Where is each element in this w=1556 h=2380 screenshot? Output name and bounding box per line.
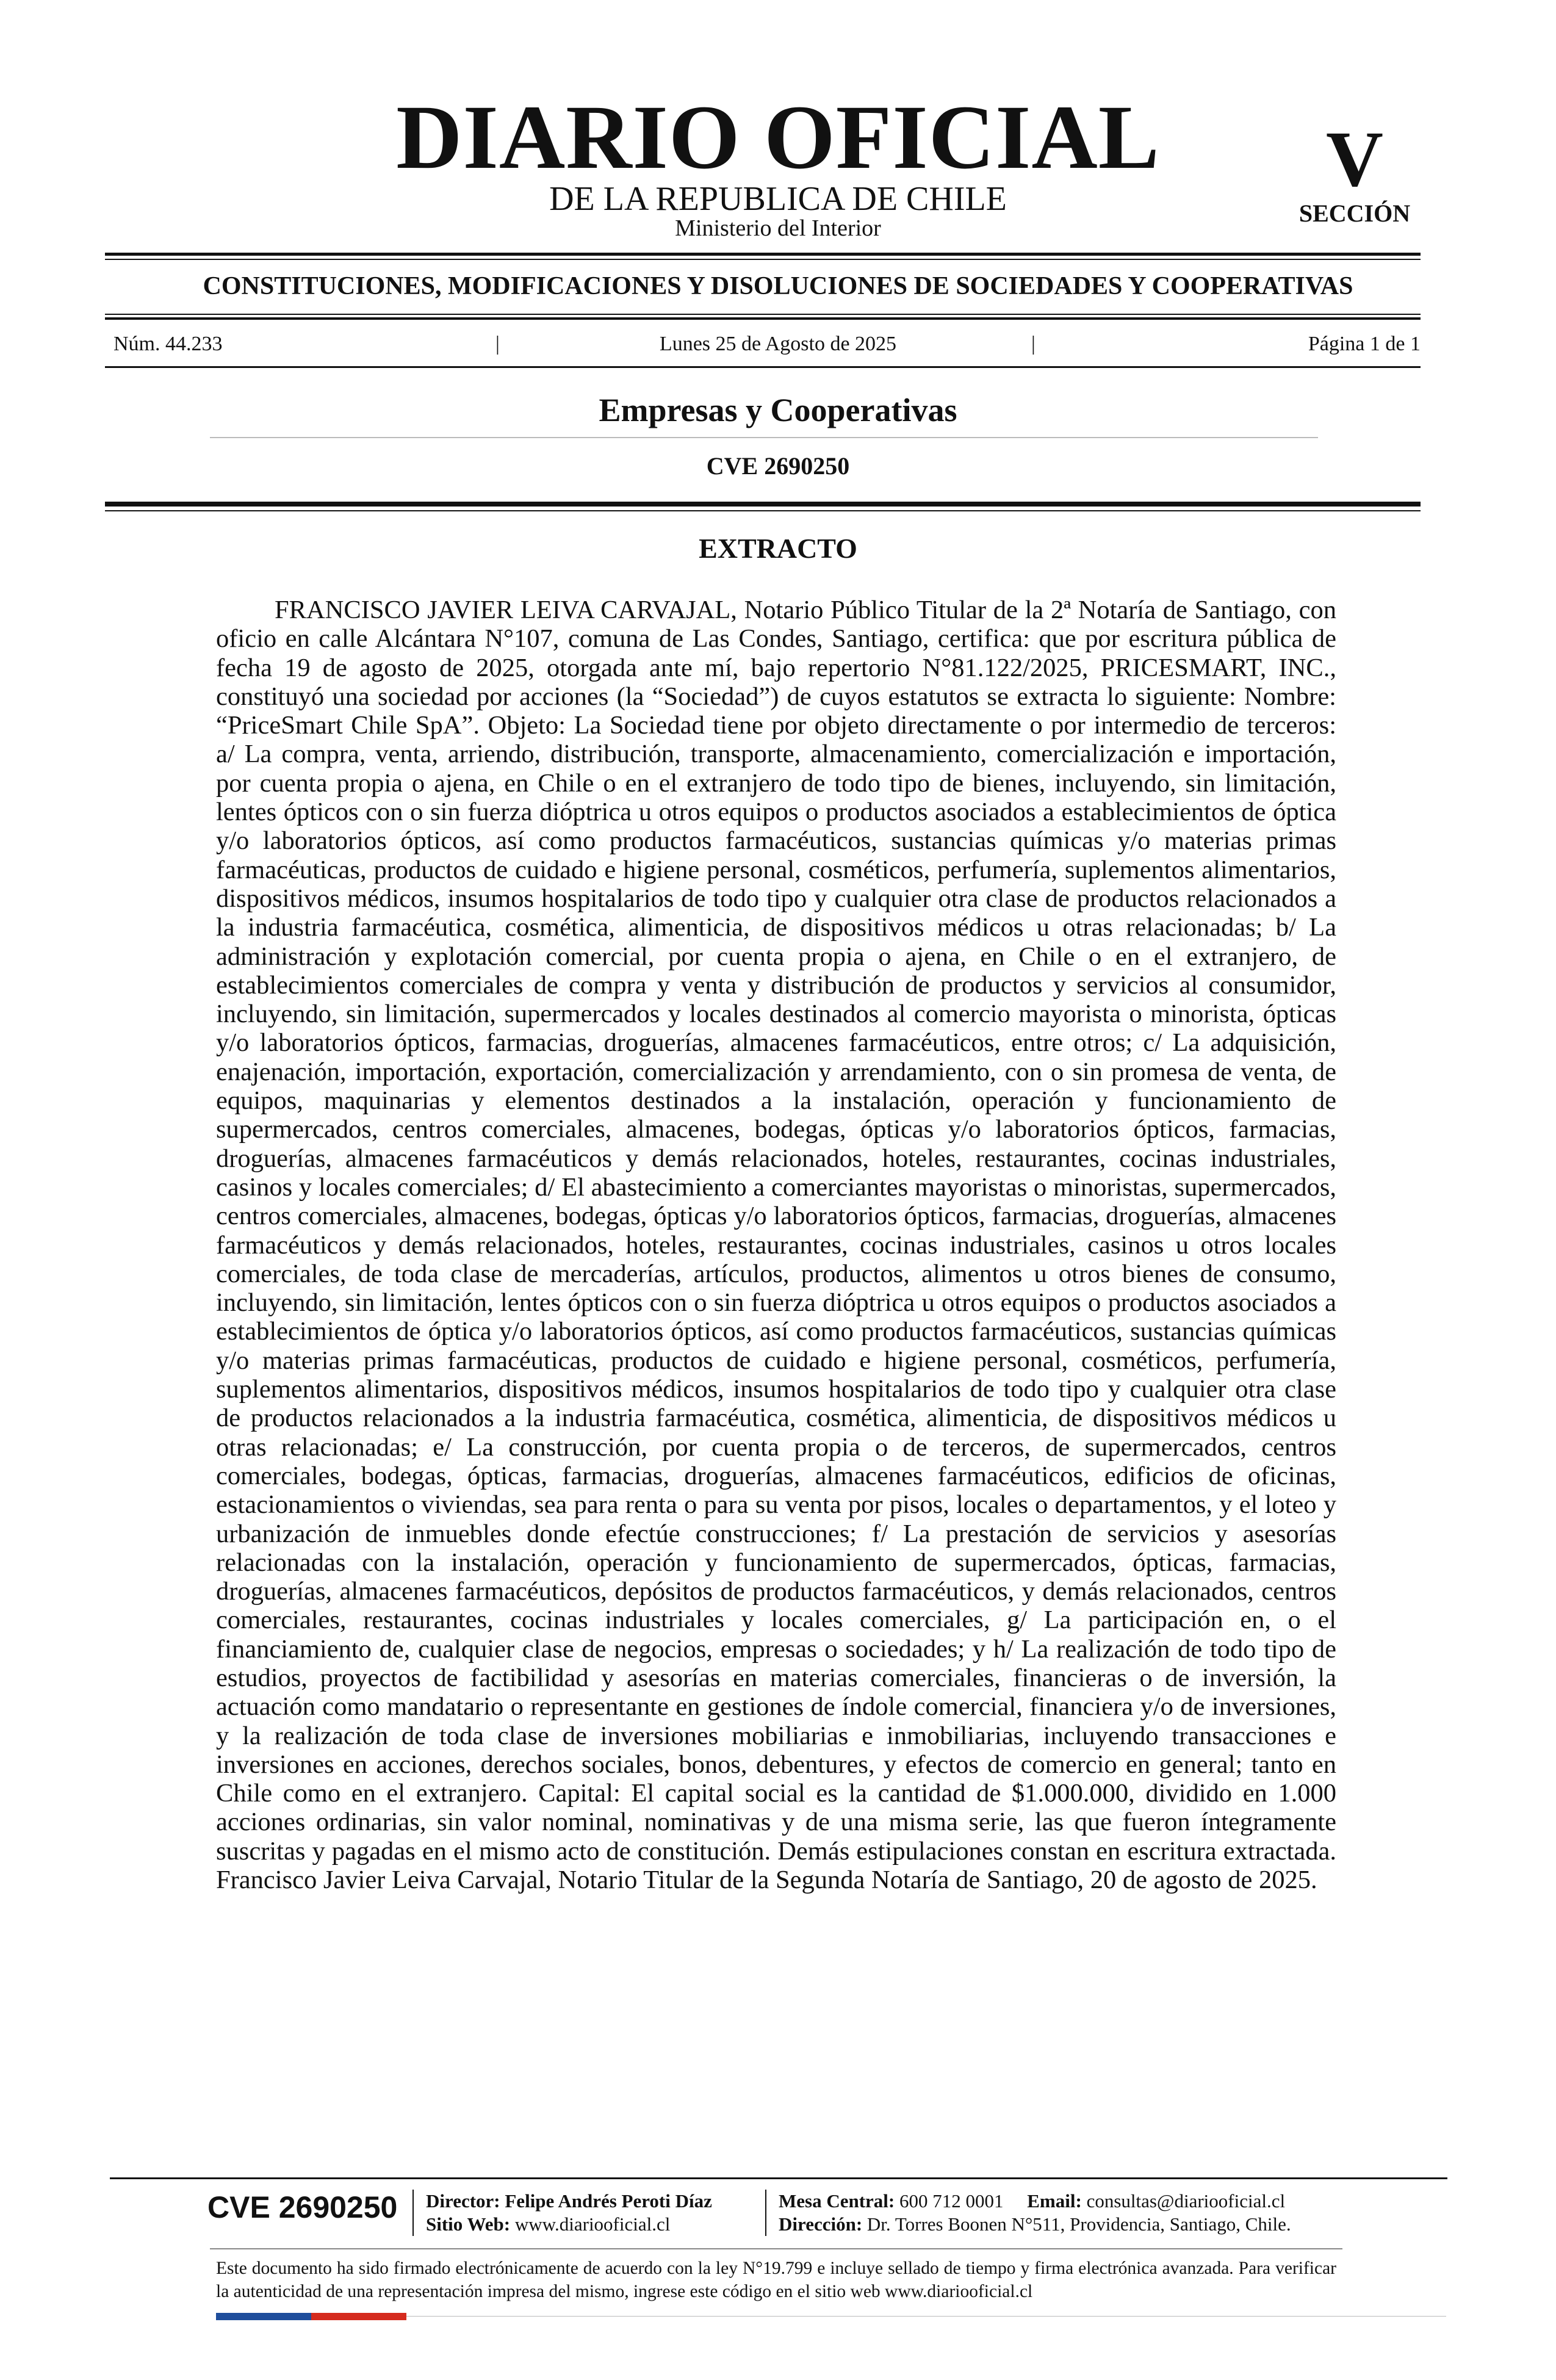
section-word: SECCIÓN — [1298, 200, 1411, 227]
page-indicator: Página 1 de 1 — [1308, 333, 1421, 355]
email-label: Email: — [1027, 2190, 1082, 2212]
header-rule-mid-thick — [105, 317, 1421, 320]
mesa-label: Mesa Central: — [779, 2190, 895, 2212]
notice-rule — [210, 2248, 1342, 2249]
flag-stripe-red — [311, 2313, 406, 2320]
footer-address — [779, 2213, 1291, 2236]
flag-stripe-blue — [216, 2313, 311, 2320]
flag-baseline — [406, 2316, 1446, 2317]
section-heading: CONSTITUCIONES, MODIFICACIONES Y DISOLUCIONES DE SOCIEDADES Y COOPERATIVAS — [203, 272, 1353, 300]
footer-director — [426, 2190, 712, 2213]
director-name: Felipe Andrés Peroti Díaz — [505, 2190, 712, 2212]
category-divider — [210, 437, 1318, 438]
header-rule-top-thin — [105, 259, 1421, 260]
website-label: Sitio Web: — [426, 2213, 511, 2235]
info-rule — [105, 366, 1421, 368]
document-body: FRANCISCO JAVIER LEIVA CARVAJAL, Notario Público Titular de la 2ª Notaría de Santiago, con oficio en calle Alcántara N°107, comuna de Las Condes, Santiago, certifica: que por escritura pública de fecha 19 de agosto de 2025, otorgada ante mí, bajo repertorio N°81.122/2025, PRICESMART, INC., constituyó una sociedad por acciones (la “Sociedad”) de cuyos estatutos se extracta lo siguiente: Nombre: “PriceSmart Chile SpA”. Objeto: La Sociedad tiene por objeto directamente o por intermedio de terceros: a/ La compra, venta, arriendo, distribución, transporte, almacenamiento, comercialización e importación, por cuenta propia o ajena, en Chile o en el extranjero de todo tipo de bienes, incluyendo, sin limitación, lentes ópticos con o sin fuerza dióptrica u otros equipos o productos asociados a establecimientos de óptica y/o laboratorios ópticos, así como productos farmacéuticos, sustancias químicas y/o materias primas farmacéuticas, productos de cuidado e higiene personal, cosméticos, perfumería, suplementos alimentarios, dispositivos médicos, insumos hospitalarios de todo tipo y cualquier otra clase de productos relacionados a la industria farmacéutica, cosmética, alimenticia, de dispositivos médicos u otras relacionadas; b/ La administración y explotación comercial, por cuenta propia o ajena, en Chile o en el extranjero, de establecimientos comerciales de compra y venta y distribución de productos y servicios al consumidor, incluyendo, sin limitación, supermercados y locales destinados al comercio mayorista o minorista, ópticas y/o laboratorios ópticos, farmacias, droguerías, almacenes farmacéuticos, entre otros; c/ La adquisición, enajenación, importación, exportación, comercialización y arrendamiento, con o sin promesa de venta, de equipos, maquinarias y elementos destinados a la instalación, operación y funcionamiento de supermercados, centros comerciales, almacenes, bodegas, ópticas y/o laboratorios ópticos, farmacias, droguerías, almacenes farmacéuticos y demás relacionados, hoteles, restaurantes, cocinas industriales, casinos y locales comerciales; d/ El abastecimiento a comerciantes mayoristas o minoristas, supermercados, centros comerciales, almacenes, bodegas, ópticas y/o laboratorios ópticos, farmacias, droguerías, almacenes farmacéuticos y demás relacionados, hoteles, restaurantes, cocinas industriales, casinos u otros locales comerciales, de toda clase de mercaderías, artículos, productos, alimentos u otros bienes de consumo, incluyendo, sin limitación, lentes ópticos con o sin fuerza dióptrica u otros equipos o productos asociados a establecimientos de óptica y/o laboratorios ópticos, así como productos farmacéuticos, sustancias químicas y/o materias primas farmacéuticas, productos de cuidado e higiene personal, cosméticos, perfumería, suplementos alimentarios, dispositivos médicos, insumos hospitalarios de todo tipo y cualquier otra clase de productos relacionados a la industria farmacéutica, cosmética, alimenticia, de dispositivos médicos u otras relacionadas; e/ La construcción, por cuenta propia o de terceros, de supermercados, centros comerciales, bodegas, ópticas, farmacias, droguerías, almacenes farmacéuticos, edificios de oficinas, estacionamientos o viviendas, sea para renta o para su venta por pisos, locales o departamentos, y el loteo y urbanización de inmuebles donde efectúe construcciones; f/ La prestación de servicios y asesorías relacionadas con la instalación, operación y funcionamiento de supermercados, ópticas, farmacias, droguerías, almacenes farmacéuticos, depósitos de productos farmacéuticos, y demás relacionados, centros comerciales, restaurantes, cocinas industriales y locales comerciales, g/ La participación en, o el financiamiento de, cualquier clase de negocios, empresas o sociedades; y h/ La realización de todo tipo de estudios, proyectos de factibilidad y asesorías en materias comerciales, financieras o de inversión, la actuación como mandatario o representante en gestiones de índole comercial, financiera y/o de inversiones, y la realización de toda clase de inversiones mobiliarias e inmobiliarias, incluyendo transacciones e inversiones en acciones, derechos sociales, bonos, debentures, y efectos de comercio en general; tanto en Chile como en el extranjero. Capital: El capital social es la cantidad de $1.000.000, dividido en 1.000 acciones ordinarias, sin valor nominal, nominativas y de una misma serie, las que fueron íntegramente suscritas y pagadas en el mismo acto de constitución. Demás estipulaciones constan en escritura extractada. Francisco Javier Leiva Carvajal, Notario Titular de la Segunda Notaría de Santiago, 20 de agosto de 2025. — [216, 596, 1336, 1895]
address-value: Dr. Torres Boonen N°511, Providencia, Santiago, Chile. — [866, 2213, 1291, 2235]
cve-rule-thick — [105, 502, 1421, 507]
header-rule-top — [105, 253, 1421, 256]
cve-heading: CVE 2690250 — [706, 452, 850, 480]
issue-date: Lunes 25 de Agosto de 2025 — [659, 333, 897, 355]
footer-divider — [765, 2190, 766, 2236]
masthead-subtitle: DE LA REPUBLICA DE CHILE — [549, 180, 1007, 218]
signature-notice: Este documento ha sido firmado electrónicamente de acuerdo con la ley N°19.799 e incluye sellado de tiempo y firma electrónica avanzada. Para verificar la autenticidad de una representación impresa del mismo, ingrese este código en el sitio web www.diariooficial.cl — [216, 2259, 1336, 2301]
masthead-title: DIARIO OFICIAL — [396, 87, 1160, 188]
header-rule-mid — [105, 314, 1421, 315]
document-title: EXTRACTO — [699, 533, 857, 564]
info-separator: | — [1031, 333, 1036, 355]
footer-divider — [412, 2190, 414, 2236]
footer-contact — [779, 2190, 1285, 2213]
footer-rule — [110, 2177, 1447, 2179]
website-link[interactable]: www.diariooficial.cl — [514, 2213, 671, 2235]
category-heading: Empresas y Cooperativas — [599, 392, 957, 428]
email-link[interactable]: consultas@diariooficial.cl — [1086, 2190, 1286, 2212]
masthead-ministry: Ministerio del Interior — [675, 215, 881, 241]
footer-website — [426, 2213, 670, 2236]
address-label: Dirección: — [779, 2213, 863, 2235]
footer-cve-code: CVE 2690250 — [207, 2190, 398, 2224]
mesa-phone: 600 712 0001 — [899, 2190, 1004, 2212]
director-label: Director: — [426, 2190, 500, 2212]
cve-rule-thin — [105, 510, 1421, 511]
section-letter: V — [1326, 115, 1383, 203]
issue-number: Núm. 44.233 — [113, 333, 223, 355]
info-separator: | — [495, 333, 500, 355]
